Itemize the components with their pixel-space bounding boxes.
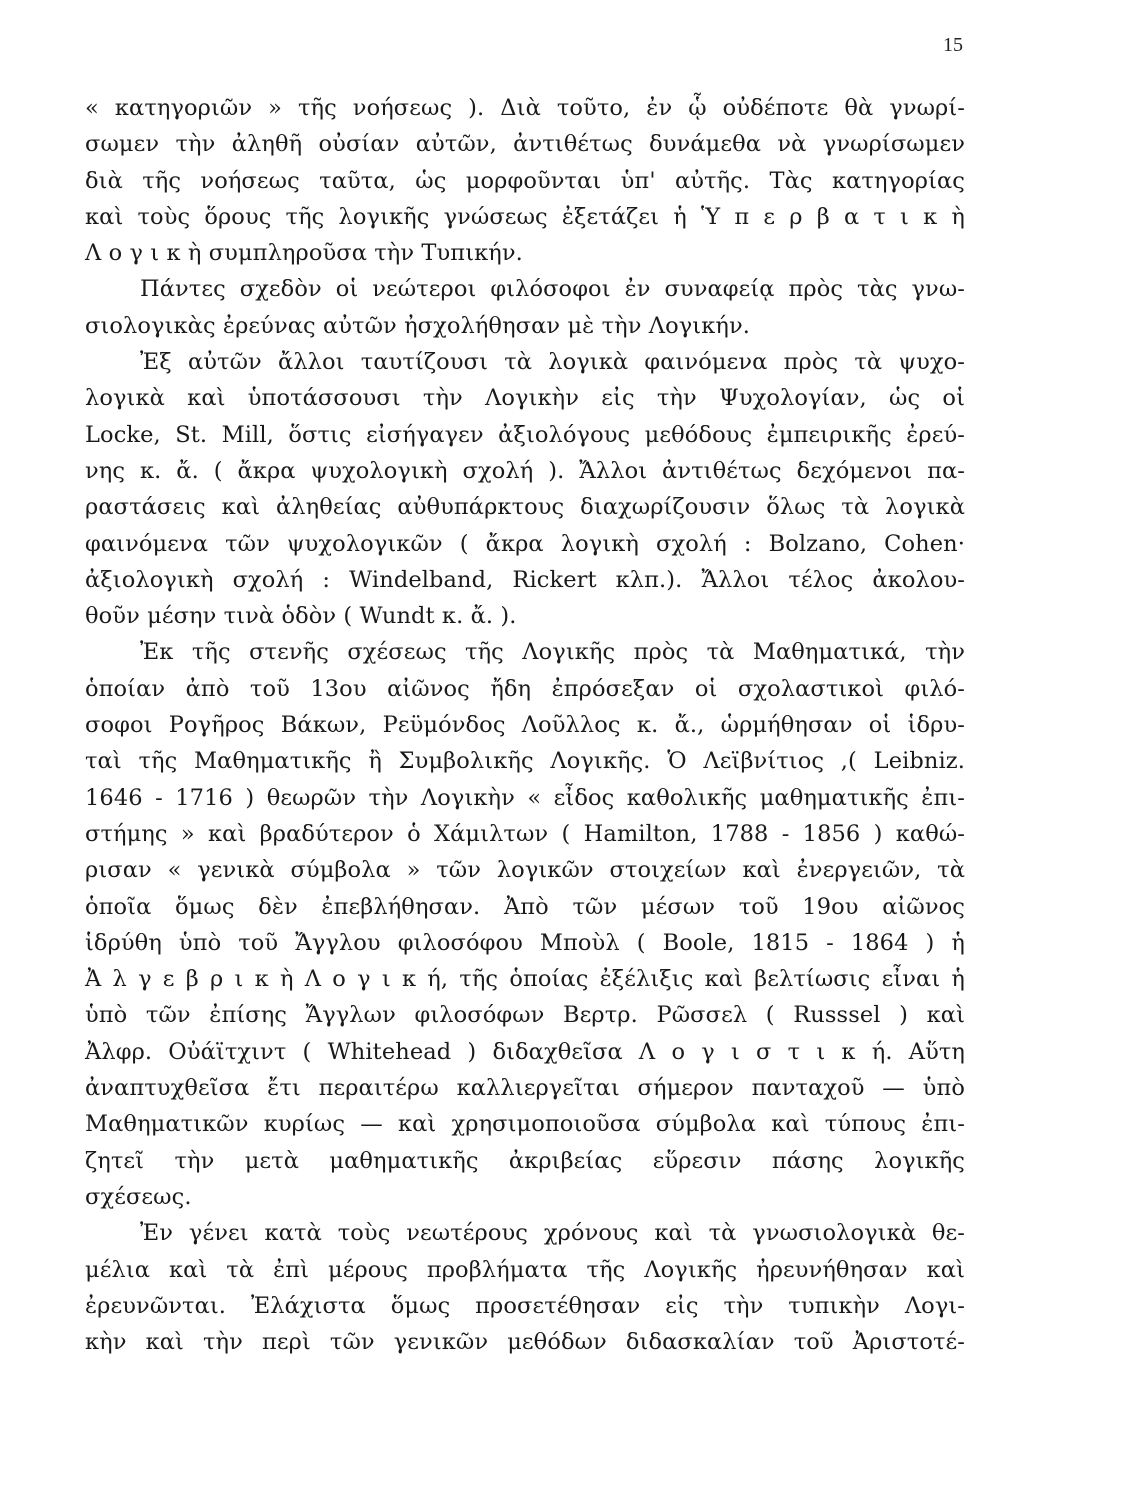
text-line: σιολογικὰς ἐρεύνας αὐτῶν ἠσχολήθησαν μὲ τὴν Λογικήν. (85, 312, 750, 339)
text-line: ζητεῖ τὴν μετὰ μαθηματικῆς ἀκριβείας εὕρεσιν πάσης λογικῆς (85, 1147, 965, 1174)
text-line: σοφοι Ρογῆρος Βάκων, Ρεϋμόνδος Λοῦλλος κ. ἄ., ὡρμήθησαν οἱ ἱδρυ- (85, 712, 965, 739)
text-line: ὁποῖα ὅμως δὲν ἐπεβλήθησαν. Ἀπὸ τῶν μέσων τοῦ 19ου αἰῶνος (85, 893, 965, 920)
text-line: μέλια καὶ τὰ ἐπὶ μέρους προβλήματα τῆς Λογικῆς ἠρευνήθησαν καὶ (85, 1256, 965, 1283)
page-number: 15 (943, 34, 963, 56)
text-line: φαινόμενα τῶν ψυχολογικῶν ( ἄκρα λογικὴ σχολή : Bolzano, Cohen· (85, 530, 965, 557)
text-line: ὑπὸ τῶν ἐπίσης Ἄγγλων φιλοσόφων Βερτρ. Ρῶσσελ ( Russsel ) καὶ (85, 1002, 965, 1029)
text-line: ἱδρύθη ὑπὸ τοῦ Ἄγγλου φιλοσόφου Μποὺλ ( Boole, 1815 - 1864 ) ἡ (85, 929, 965, 956)
text-line: θοῦν μέσην τινὰ ὁδὸν ( Wundt κ. ἄ. ). (85, 603, 517, 630)
text-line: ὁποίαν ἀπὸ τοῦ 13ου αἰῶνος ἤδη ἐπρόσεξαν οἱ σχολαστικοὶ φιλό- (85, 675, 965, 702)
text-line: 1646 - 1716 ) θεωρῶν τὴν Λογικὴν « εἶδος καθολικῆς μαθηματικῆς ἐπι- (85, 784, 965, 811)
text-line: ραστάσεις καὶ ἀληθείας αὐθυπάρκτους διαχωρίζουσιν ὅλως τὰ λογικὰ (85, 494, 965, 521)
text-line: Πάντες σχεδὸν οἱ νεώτεροι φιλόσοφοι ἐν συναφείᾳ πρὸς τὰς γνω- (140, 276, 965, 303)
text-line: διὰ τῆς νοήσεως ταῦτα, ὡς μορφοῦνται ὑπ' αὐτῆς. Τὰς κατηγορίας (85, 167, 965, 194)
text-line: στήμης » καὶ βραδύτερον ὁ Χάμιλτων ( Hamilton, 1788 - 1856 ) καθώ- (85, 820, 965, 847)
text-line: ρισαν « γενικὰ σύμβολα » τῶν λογικῶν στοιχείων καὶ ἐνεργειῶν, τὰ (85, 857, 965, 884)
text-line: Μαθηματικῶν κυρίως — καὶ χρησιμοποιοῦσα σύμβολα καὶ τύπους ἐπι- (85, 1111, 965, 1138)
text-line: σωμεν τὴν ἀληθῆ οὐσίαν αὐτῶν, ἀντιθέτως δυνάμεθα νὰ γνωρίσωμεν (85, 131, 965, 158)
text-line: Ἀ λ γ ε β ρ ι κ ὴ Λ ο γ ι κ ή, τῆς ὁποίας ἐξέλιξις καὶ βελτίωσις εἶναι ἡ (85, 966, 965, 993)
text-line: Λ ο γ ι κ ὴ συμπληροῦσα τὴν Τυπικήν. (85, 240, 523, 267)
text-line: « κατηγοριῶν » τῆς νοήσεως ). Διὰ τοῦτο, ἐν ᾧ οὐδέποτε θὰ γνωρί- (85, 95, 965, 121)
text-line: νης κ. ἄ. ( ἄκρα ψυχολογικὴ σχολή ). Ἄλλοι ἀντιθέτως δεχόμενοι πα- (85, 457, 965, 484)
body-text (85, 90, 965, 1360)
text-line: Ἐν γένει κατὰ τοὺς νεωτέρους χρόνους καὶ τὰ γνωσιολογικὰ θε- (140, 1220, 965, 1247)
text-line: Ἐξ αὐτῶν ἄλλοι ταυτίζουσι τὰ λογικὰ φαινόμενα πρὸς τὰ ψυχο- (140, 349, 965, 376)
text-line: Ἀλφρ. Οὐάϊτχιντ ( Whitehead ) διδαχθεῖσα Λ ο γ ι σ τ ι κ ή. Αὕτη (85, 1038, 965, 1065)
text-line: Ἐκ τῆς στενῆς σχέσεως τῆς Λογικῆς πρὸς τὰ Μαθηματικά, τὴν (140, 639, 965, 666)
text-line: σχέσεως. (85, 1183, 192, 1210)
text-line: ἐρευνῶνται. Ἐλάχιστα ὅμως προσετέθησαν εἰς τὴν τυπικὴν Λογι- (85, 1292, 965, 1319)
text-line: Locke, St. Mill, ὅστις εἰσήγαγεν ἀξιολόγους μεθόδους ἐμπειρικῆς ἐρεύ- (85, 421, 965, 448)
text-line: καὶ τοὺς ὅρους τῆς λογικῆς γνώσεως ἐξετάζει ἡ Ὑ π ε ρ β α τ ι κ ὴ (85, 203, 965, 230)
text-line: ἀξιολογικὴ σχολή : Windelband, Rickert κλπ.). Ἄλλοι τέλος ἀκολου- (85, 566, 965, 593)
text-line: ἀναπτυχθεῖσα ἔτι περαιτέρω καλλιεργεῖται σήμερον πανταχοῦ — ὑπὸ (85, 1075, 965, 1102)
text-line: ταὶ τῆς Μαθηματικῆς ἢ Συμβολικῆς Λογικῆς. Ὁ Λεϊβνίτιος ,( Leibniz. (85, 748, 965, 775)
text-line: κὴν καὶ τὴν περὶ τῶν γενικῶν μεθόδων διδασκαλίαν τοῦ Ἀριστοτέ- (85, 1329, 965, 1356)
text-line: λογικὰ καὶ ὑποτάσσουσι τὴν Λογικὴν εἰς τὴν Ψυχολογίαν, ὡς οἱ (85, 385, 965, 412)
